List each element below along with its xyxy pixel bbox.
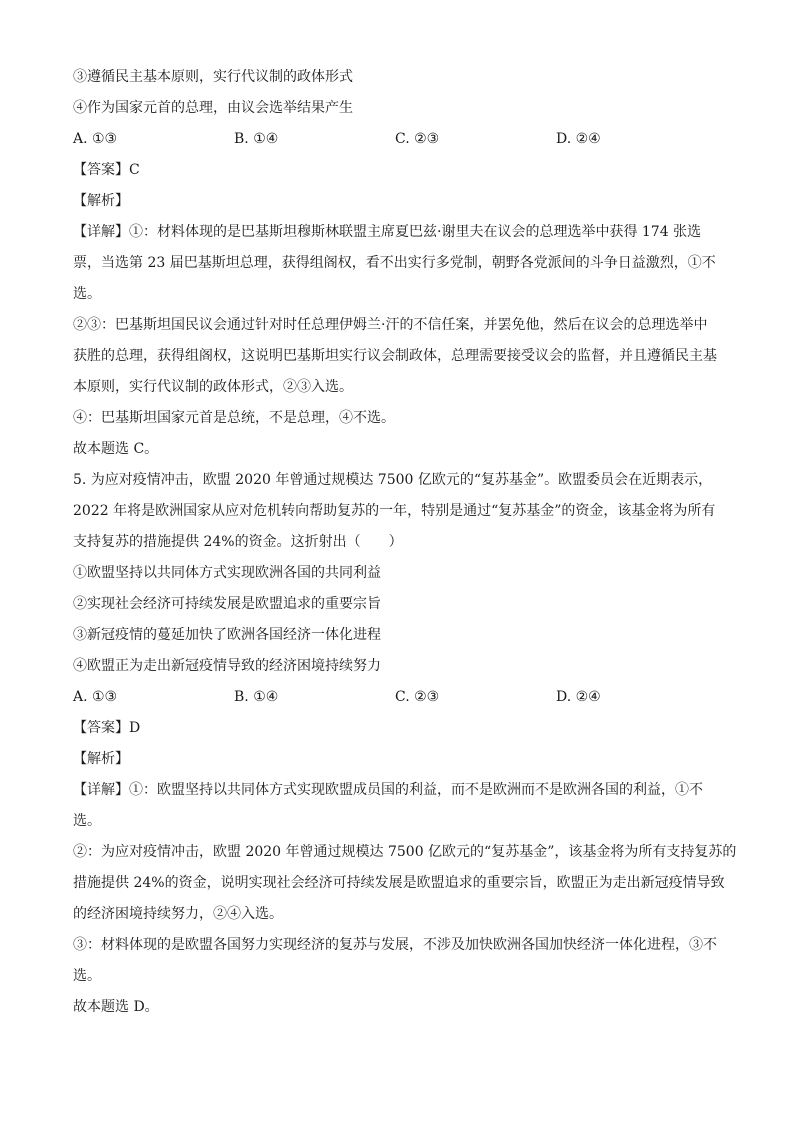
q5-answer-value: D [129, 720, 141, 736]
q5-option-a: A. ①③ [73, 689, 118, 705]
q5-stem-line: 支持复苏的措施提供 24%的资金。这折射出（ ） [73, 534, 403, 550]
q4-analysis-label: 【解析】 [73, 193, 129, 209]
q5-statement-4: ④欧盟正为走出新冠疫情导致的经济困境持续努力 [73, 658, 381, 674]
q5-analysis-label: 【解析】 [73, 751, 129, 767]
q4-detail-line: 票，当选第 23 届巴基斯坦总理，获得组阁权，看不出实行多党制，朝野各党派间的斗争日益激烈，①不 [73, 255, 716, 271]
q4-option-d: D. ②④ [556, 131, 601, 147]
q5-option-d: D. ②④ [556, 689, 601, 705]
q5-options [73, 682, 725, 713]
q4-options [73, 124, 725, 155]
q4-answer-value: C [129, 162, 140, 178]
q5-detail-line: 故本题选 D。 [73, 999, 159, 1015]
q4-detail-line: 获胜的总理，获得组阁权，这说明巴基斯坦实行议会制政体，总理需要接受议会的监督，并且遵循民主基 [73, 348, 717, 364]
q4-detail-line: 【详解】①：材料体现的是巴基斯坦穆斯林联盟主席夏巴兹·谢里夫在议会的总理选举中获得 174 张选 [73, 224, 702, 240]
q5-detail-line: 选。 [73, 813, 101, 829]
q4-detail-line: ④：巴基斯坦国家元首是总统，不是总理，④不选。 [73, 410, 395, 426]
q5-statement-1: ①欧盟坚持以共同体方式实现欧洲各国的共同利益 [73, 565, 381, 581]
q4-statement-4: ④作为国家元首的总理，由议会选举结果产生 [73, 100, 353, 116]
q5-detail-line: 措施提供 24%的资金，说明实现社会经济可持续发展是欧盟追求的重要宗旨，欧盟正为走出新冠疫情导致 [73, 875, 725, 891]
q4-option-c: C. ②③ [395, 131, 440, 147]
q5-stem-line: 5. 为应对疫情冲击，欧盟 2020 年曾通过规模达 7500 亿欧元的“复苏基金”。欧盟委员会在近期表示， [73, 472, 713, 488]
q4-option-a: A. ①③ [73, 131, 118, 147]
q5-statement-3: ③新冠疫情的蔓延加快了欧洲各国经济一体化进程 [73, 627, 381, 643]
q4-answer [73, 155, 725, 186]
q4-detail-line: 故本题选 C。 [73, 441, 159, 457]
q5-answer [73, 713, 725, 744]
q5-detail-line: ②：为应对疫情冲击，欧盟 2020 年曾通过规模达 7500 亿欧元的“复苏基金”，该基金将为所有支持复苏的 [73, 844, 737, 860]
q4-detail-line: 选。 [73, 286, 101, 302]
q4-statement-3: ③遵循民主基本原则，实行代议制的政体形式 [73, 69, 353, 85]
q5-answer-label: 【答案】 [73, 720, 129, 736]
q5-stem-line: 2022 年将是欧洲国家从应对危机转向帮助复苏的一年，特别是通过“复苏基金”的资金，该基金将为所有 [73, 503, 716, 519]
q5-detail-line: ③：材料体现的是欧盟各国努力实现经济的复苏与发展，不涉及加快欧洲各国加快经济一体化进程，③不 [73, 937, 717, 953]
q4-detail-line: 本原则，实行代议制的政体形式，②③入选。 [73, 379, 353, 395]
q5-statement-2: ②实现社会经济可持续发展是欧盟追求的重要宗旨 [73, 596, 381, 612]
document-page [73, 62, 737, 1023]
q5-detail-line: 的经济困境持续努力，②④入选。 [73, 906, 283, 922]
q5-option-b: B. ①④ [234, 689, 279, 705]
q5-option-c: C. ②③ [395, 689, 440, 705]
q5-detail-line: 选。 [73, 968, 101, 984]
q4-answer-label: 【答案】 [73, 162, 129, 178]
q5-detail-line: 【详解】①：欧盟坚持以共同体方式实现欧盟成员国的利益，而不是欧洲而不是欧洲各国的利益，①不 [73, 782, 703, 798]
q4-option-b: B. ①④ [234, 131, 279, 147]
q4-detail-line: ②③：巴基斯坦国民议会通过针对时任总理伊姆兰·汗的不信任案，并罢免他，然后在议会的总理选举中 [73, 317, 708, 333]
